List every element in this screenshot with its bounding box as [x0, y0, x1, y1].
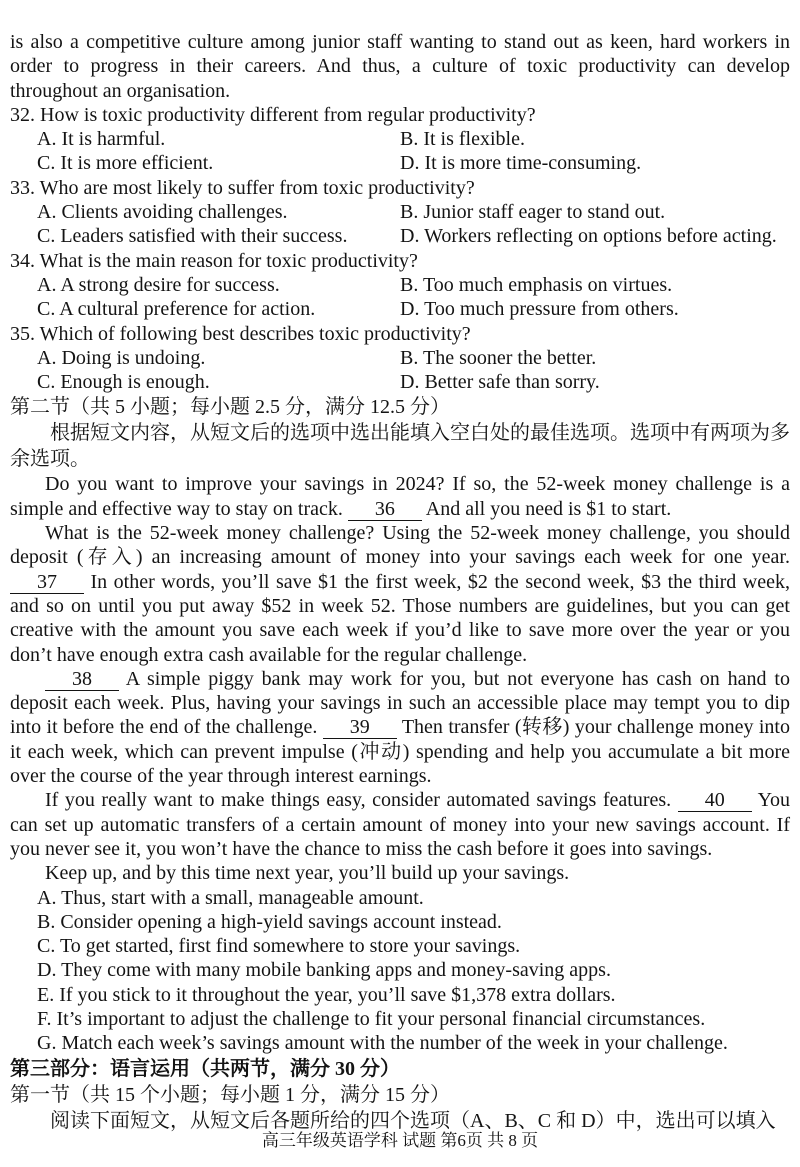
- option-A: A. Doing is undoing.: [37, 346, 206, 369]
- option-row: [10, 346, 790, 370]
- option-B: B. It is flexible.: [400, 128, 525, 151]
- question-stem-35: 35. Which of following best describes toxic productivity?: [10, 322, 471, 345]
- cloze-blank-36: 36: [348, 498, 422, 521]
- option-A: A. It is harmful.: [37, 128, 166, 151]
- option-row: [10, 151, 790, 175]
- passage-continuation: is also a competitive culture among junior staff wanting to stand out as keen, hard workers in order to progress in their careers. And thus, a culture of toxic productivity can develop throughout an organisation.: [10, 31, 790, 102]
- option-D: D. Workers reflecting on options before acting.: [400, 225, 777, 248]
- option-A: A. A strong desire for success.: [37, 273, 280, 296]
- option-D: D. Better safe than sorry.: [400, 371, 600, 394]
- cloze-option-G: G. Match each week’s savings amount with the number of the week in your challenge.: [37, 1032, 728, 1055]
- option-row: [10, 224, 790, 248]
- option-row: [10, 127, 790, 151]
- cloze-option-D: D. They come with many mobile banking apps and money-saving apps.: [37, 959, 611, 982]
- cloze-paragraph-3: 38 A simple piggy bank may work for you, but not everyone has cash on hand to deposit each week. Plus, having your savings in such an accessible place may tempt you to dip into it before the end of the challenge. 39 Then transfer (转移) your challenge money into it each week, which can prevent impulse (冲动) spending and help you accumulate a bit more over the course of the year through interest earnings.: [10, 667, 790, 788]
- option-row: [10, 200, 790, 224]
- part3-instructions: 阅读下面短文，从短文后各题所给的四个选项（A、B、C 和 D）中，选出可以填入: [50, 1109, 776, 1132]
- cloze-paragraph-2: What is the 52-week money challenge? Using the 52-week money challenge, you should deposit (存入) an increasing amount of money into your savings each week for one year. 37 In other words, you’ll save $1 the first week, $2 the second week, $3 the third week, and so on until you put away $52 in week 52. Those numbers are guidelines, but you can get creative with the amount you save each week if you’d like to save more over the year or you don’t have enough extra cash available for the regular challenge.: [10, 522, 790, 666]
- option-C: C. It is more efficient.: [37, 152, 214, 175]
- cloze-option-E: E. If you stick to it throughout the year, you’ll save $1,378 extra dollars.: [37, 983, 616, 1006]
- option-B: B. Too much emphasis on virtues.: [400, 273, 673, 296]
- section2-heading: 第二节（共 5 小题；每小题 2.5 分，满分 12.5 分）: [10, 396, 450, 419]
- question-stem-32: 32. How is toxic productivity different from regular productivity?: [10, 103, 536, 126]
- cloze-blank-37: 37: [10, 571, 84, 594]
- cloze-option-A: A. Thus, start with a small, manageable amount.: [37, 886, 424, 909]
- option-B: B. Junior staff eager to stand out.: [400, 201, 666, 224]
- option-D: D. It is more time-consuming.: [400, 152, 642, 175]
- page-footer: 高三年级英语学科 试题 第6页 共 8 页: [261, 1131, 539, 1150]
- part3-heading: 第三部分：语言运用（共两节，满分 30 分）: [10, 1057, 400, 1080]
- cloze-option-B: B. Consider opening a high-yield savings account instead.: [37, 910, 502, 933]
- cloze-blank-40: 40: [678, 789, 752, 812]
- option-row: [10, 370, 790, 394]
- cloze-option-F: F. It’s important to adjust the challenge to fit your personal financial circumstances.: [37, 1007, 706, 1030]
- option-C: C. Leaders satisfied with their success.: [37, 225, 348, 248]
- option-row: [10, 273, 790, 297]
- cloze-blank-39: 39: [323, 716, 397, 739]
- cloze-paragraph-5: Keep up, and by this time next year, you’ll build up your savings.: [45, 862, 570, 885]
- part3-section1-heading: 第一节（共 15 个小题；每小题 1 分，满分 15 分）: [10, 1083, 450, 1106]
- question-stem-33: 33. Who are most likely to suffer from toxic productivity?: [10, 176, 475, 199]
- question-block: [10, 103, 790, 395]
- option-C: C. A cultural preference for action.: [37, 298, 316, 321]
- option-A: A. Clients avoiding challenges.: [37, 201, 288, 224]
- cloze-paragraph-4: If you really want to make things easy, consider automated savings features. 40 You can set up automatic transfers of a certain amount of money into your new savings account. If you never see it, you won’t have the chance to miss the cash before it goes into savings.: [10, 789, 791, 860]
- option-B: B. The sooner the better.: [400, 346, 597, 369]
- question-stem-34: 34. What is the main reason for toxic productivity?: [10, 249, 418, 272]
- section2-instructions: 根据短文内容，从短文后的选项中选出能填入空白处的最佳选项。选项中有两项为多余选项。: [10, 422, 790, 471]
- option-C: C. Enough is enough.: [37, 371, 210, 394]
- cloze-blank-38: 38: [45, 668, 119, 691]
- option-row: [10, 297, 790, 321]
- cloze-paragraph-1: Do you want to improve your savings in 2024? If so, the 52-week money challenge is a simple and effective way to stay on track. 36 And all you need is $1 to start.: [10, 473, 790, 520]
- option-D: D. Too much pressure from others.: [400, 298, 679, 321]
- cloze-passage: [10, 472, 790, 885]
- cloze-option-list: [10, 886, 790, 1056]
- cloze-option-C: C. To get started, first find somewhere to store your savings.: [37, 935, 521, 958]
